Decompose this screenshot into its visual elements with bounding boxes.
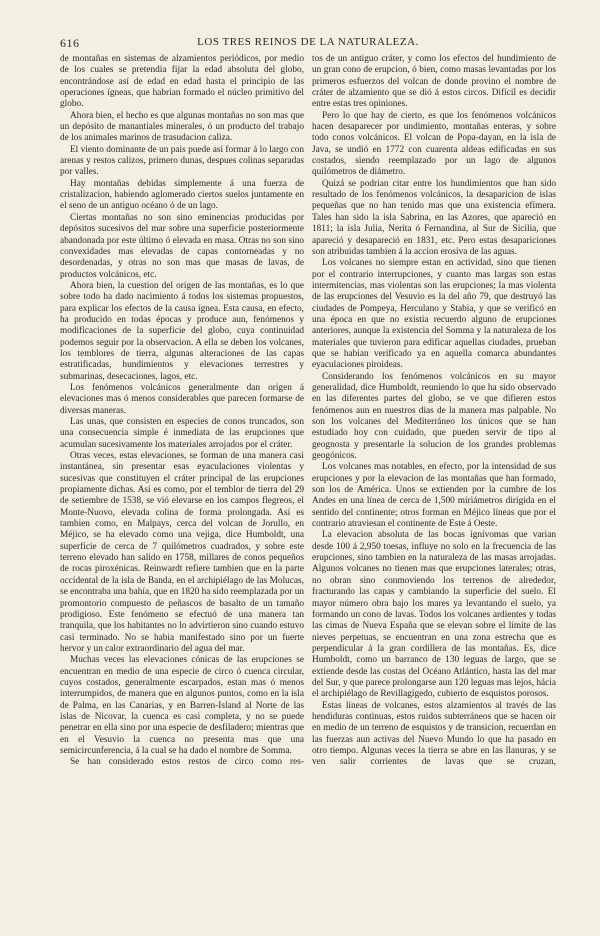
paragraph: Estas líneas de volcanes, estos alzamientos al través de las hendiduras continuas, estos ruidos subterráneos que se hacen oir en medio de un terreno de esquistos y de transicion, recuerdan en las fuerzas aun activas del Nuevo Mundo lo que ha pasado en otro tiempo. Algunas veces la tierra se abre en las llanuras, y se ven salir corrientes de lavas que se cruzan, <box>312 700 556 768</box>
right-column <box>312 54 556 916</box>
paragraph: El viento dominante de un pais puede así formar á lo largo con arenas y restos calizos, primero dunas, despues colinas separadas por valles. <box>60 144 304 178</box>
left-column <box>60 54 304 916</box>
paragraph: Otras veces, estas elevaciones, se forman de una manera casi instantánea, sin presentar esas eyaculaciones violentas y sucesivas que constituyen el cráter principal de las erupciones propiamente dichas. Así es como, por el temblor de tierra del 29 de setiembre de 1538, se vió elevarse en los campos flegreos, el Monte-Nuovo, elevada colina de forma prolongada. Así es tambien como, en Malpays, cerca del volcan de Jorullo, en Méjico, se ha elevado como una vejiga, dice Humboldt, una superficie de cerca de 7 quilómetros cuadrados, y sobre este terreno elevado han salido en 1758, millares de conos pequeños de rocas piroxénicas. Reinwardt refiere tambien que en la parte occidental de la isla de Banda, en el archipiélago de las Molucas, se encontraba una bahía, que en 1820 ha sido reemplazada por un promontorio compuesto de peñascos de basalto de un tamaño prodigioso. Este fenómeno se efectuó de una manera tan tranquila, que los habitantes no lo advirtieron sino cuando estuvo casi terminado. No se habia manifestado sino por un fuerte hervor y un calor extraordinario del agua del mar. <box>60 451 304 654</box>
paragraph: Quizá se podrian citar entre los hundimientos que han sido resultado de los fenómenos volcánicos, la desaparicion de islas pequeñas que no han tenido mas que una existencia efímera. Tales han sido la isla Sabrina, en las Azores, que apareció en 1811; la isla Julia, Nerita ó Fernandina, al Sur de Sicilia, que apareció y desapareció en 1831, etc. Pero estas desapariciones son atribuidas tambien á la accion erosiva de las aguas. <box>312 178 556 257</box>
paragraph: Ciertas montañas no son sino eminencias producidas por depósitos sucesivos del mar sobre una superficie posteriormente abandonada por este último ó elevada en masa. Otras no son sino convexidades mas elevadas de capas contorneadas y no desordenadas, y otras no son mas que masas de lavas, de productos volcánicos, etc. <box>60 212 304 280</box>
running-title: LOS TRES REINOS DE LA NATURALEZA. <box>197 36 419 48</box>
paragraph: Los volcanes mas notables, en efecto, por la intensidad de sus erupciones y por la elevacion de las montañas que han formado, son los de América. Unos se extienden por la cumbre de los Andes en una línea de cerca de 1,500 miriámetros dirigida en el sentido del continente; otros forman en Méjico líneas que por el contrario atraviesan el continente de Este á Oeste. <box>312 462 556 530</box>
paragraph: Hay montañas debidas simplemente á una fuerza de cristalizacion, habiendo aglomerado ciertos suelos juntamente en el seno de un antiguo océano ó de un lago. <box>60 178 304 212</box>
paragraph: Las unas, que consisten en especies de conos truncados, son una consecuencia simple é inmediata de las erupciones que acumulan sucesivamente los materiales arrojados por el cráter. <box>60 417 304 450</box>
paragraph: Ahora bien, la cuestion del origen de las montañas, es lo que sobre todo ha dado nacimiento á todos los sistemas propuestos, para explicar los efectos de la causa ígnea. Esta causa, en efecto, ha producido en todas épocas y produce aun, fenómenos y modificaciones de la superficie del globo, cuya continuidad podemos seguir por la observacion. A ella se deben los volcanes, los temblores de tierra, algunas alteraciones de las capas estratificadas, hundimientos y elevaciones terrestres y submarinas, desecaciones, lagos, etc. <box>60 280 304 382</box>
paragraph: Los volcanes no siempre estan en actividad, sino que tienen por el contrario interrupciones, y cuanto mas largas son estas intermitencias, mas violentas son las erupciones; la mas violenta de las erupciones del Vesuvio es la del año 79, que destruyó las ciudades de Pompeya, Herculano y Stabia, y que se verificó en una época en que no existia recuerdo alguno de erupciones anteriores, aunque la existencia del Somma y la naturaleza de los materiales que tuvieron para edificar aquellas ciudades, prueban que se habian verificado ya en aquella comarca abundantes eyaculaciones piroideas. <box>312 258 556 371</box>
paragraph: Ahora bien, el hecho es que algunas montañas no son mas que un depósito de manantiales minerales, ó un producto del trabajo de los animales marinos de trasudacion caliza. <box>60 110 304 144</box>
paragraph: Pero lo que hay de cierto, es que los fenómenos volcánicos hacen desaparecer por undimiento, montañas enteras, y sobre todo conos volcánicos. El volcan de Popa-dayan, en la isla de Java, se undió en 1772 con cuarenta aldeas edificadas en sus costados, siendo reemplazado por un lago de algunos quilómetros de diámetro. <box>312 110 556 178</box>
paragraph: tos de un antiguo cráter, y como los efectos del hundimiento de un gran cono de erupcion, ó bien, como masas levantadas por los primeros esfuerzos del volcan de donde provino el nombre de cráter de alzamiento que se dió á estos circos. Difícil es decidir entre estas tres opiniones. <box>312 54 556 110</box>
paragraph: de montañas en sistemas de alzamientos periódicos, por medio de los cuales se pretendia fijar la edad absoluta del globo, encontrándose así de edad en edad hasta el principio de las operaciones ígneas, que habrian formado el núcleo primitivo del globo. <box>60 54 304 110</box>
paragraph: La elevacion absoluta de las bocas ignívomas que varian desde 100 á 2,950 toesas, influye no solo en la frecuencia de las erupciones, sino tambien en la naturaleza de las masas arrojadas. Algunos volcanes no tienen mas que erupciones laterales; otras, no obran sino conmoviendo los terrenos de alrededor, fracturando las capas y cambiando la superficie del suelo. El mayor número obra bajo los mares ya levantando el suelo, ya formando un cono de lavas. Todos los volcanes ardientes y todas las cimas de Nueva España que se elevan sobre el límite de las nieves perpetuas, se encuentran en una zona estrecha que es perpendicular á la gran cordillera de las montañas. Es, dice Humboldt, como un barranco de 130 leguas de largo, que se extiende desde las costas del Océano Atlántico, hasta las del mar del Sur, y que parece prolongarse aun 120 leguas mas lejos, hácia el archipiélago de Revillagigedo, cubierto de esquistos porosos. <box>312 530 556 700</box>
page-number: 616 <box>60 36 80 50</box>
paragraph: Se han considerado estos restos de circo como res- <box>70 757 304 768</box>
paragraph: Considerando los fenómenos volcánicos en su mayor generalidad, dice Humboldt, reuniendo lo que ha sido observado en las diferentes partes del globo, se ve que difieren estos fenómenos aun en nuestros dias de la manera mas palpable. No son los volcanes del Mediterráneo los únicos que se han estudiado hoy con cuidado, que pueden servir de tipo al geognosta y presentarle la solucion de los grandes problemas geogónicos. <box>312 371 556 462</box>
paragraph: Muchas veces las elevaciones cónicas de las erupciones se encuentran en medio de una especie de circo ó cuenca circular, cuyos costados, generalmente escarpados, estan mas ó menos interrumpidos, de manera que en algunos puntos, como en la isla de Palma, en las Canarias, y en Barren-Island al Norte de las islas de Nicovar, la cuenca es casi completa, y no se puede penetrar en ella sino por una especie de desfiladero; mientras que en el Vesuvio la cuenca no presenta mas que una semicircunferencia, á la cual se ha dado el nombre de Somma. <box>60 655 304 756</box>
paragraph: Los fenómenos volcánicos generalmente dan origen á elevaciones mas ó menos considerables que parecen formarse de diversas maneras. <box>60 382 304 416</box>
page-header <box>60 36 556 52</box>
